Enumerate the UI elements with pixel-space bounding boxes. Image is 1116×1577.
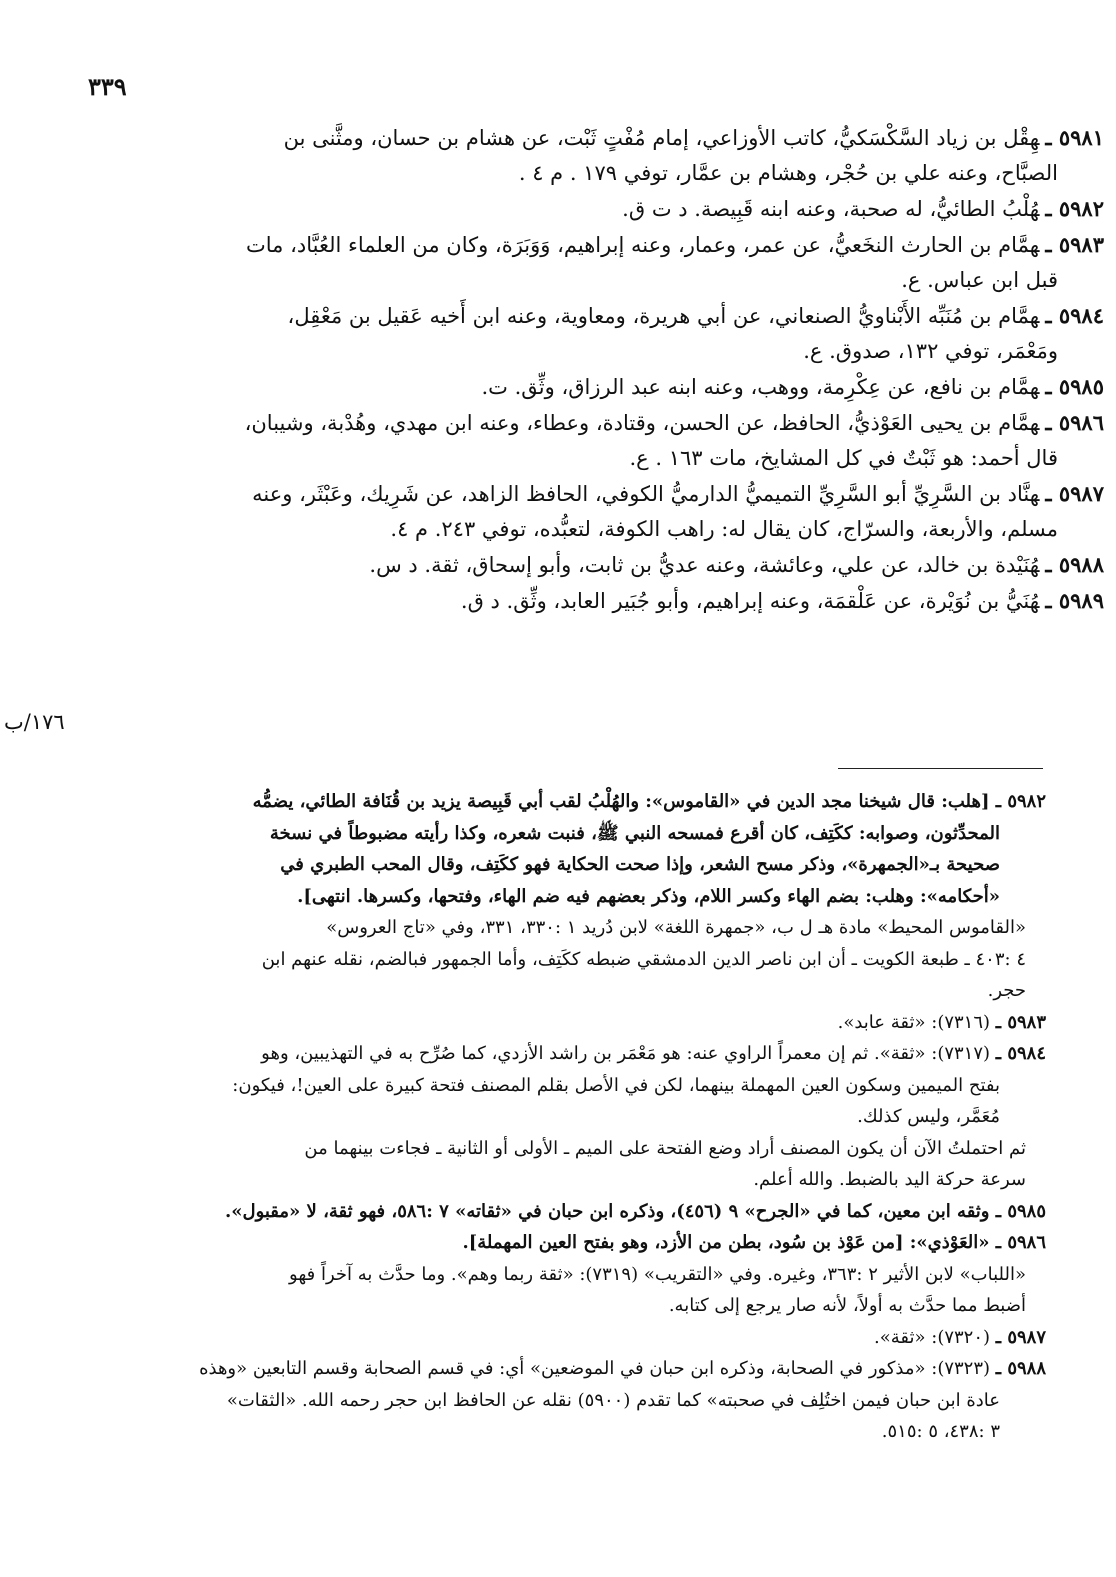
footnote-line: ٤ :٤٠٣ ـ طبعة الكويت ـ أن ابن ناصر الدين الدمشقي ضبطه ككَتِف، وأما الجمهور فبالضم، نقله عنهم ابن xyxy=(261,948,1026,970)
entry-text: هُنَيُّ بن نُوَيْرة، عن عَلْقمَة، وعنه إبراهيم، وأبو جُبَير العابد، وثِّق. د ق. xyxy=(460,589,1040,613)
footnote-9 xyxy=(78,1322,1046,1354)
entry-number: ٥٩٨٣ ـ xyxy=(1045,232,1104,257)
entry-3 xyxy=(84,227,1104,298)
entry-number: ٥٩٨٦ ـ xyxy=(1045,410,1104,435)
footnote-number: ٥٩٨٦ ـ xyxy=(995,1232,1046,1253)
footnote-line: مُعَمَّر، وليس كذلك. xyxy=(857,1106,1000,1127)
footnote-line: سرعة حركة اليد بالضبط. والله أعلم. xyxy=(753,1169,1026,1190)
footnote-number: ٥٩٨٧ ـ xyxy=(995,1326,1046,1348)
entry-text: همَّام بن مُنَبِّه الأَبْناويُّ الصنعاني، عن أبي هريرة، ومعاوية، وعنه ابن أَخيه عَقيل بن مَعْقِل، xyxy=(287,304,1040,328)
footnote-number: ٥٩٨٢ ـ xyxy=(995,791,1046,812)
footnote-line: المحدِّثون، وصوابه: ككَتِف، كان أقرع فمسحه النبي ﷺ، فنبت شعره، وكذا رأيته مضبوطاً في نسخة xyxy=(269,822,1000,844)
footnote-line: (٧٣١٦): «ثقة عابد». xyxy=(837,1011,991,1033)
footnote-line: أضبط مما حدَّث به أولاً، لأنه صار يرجع إلى كتابه. xyxy=(668,1295,1026,1316)
footnote-4 xyxy=(78,1038,1046,1133)
entry-number: ٥٩٨٧ ـ xyxy=(1045,481,1104,506)
footnote-number: ٥٩٨٥ ـ xyxy=(995,1200,1046,1222)
entry-continuation: مسلم، والأربعة، والسرّاج، كان يقال له: راهب الكوفة، لتعبُّده، توفي ٢٤٣. م ٤. xyxy=(390,517,1058,541)
footnote-10 xyxy=(78,1353,1046,1448)
footnote-line: وثقه ابن معين، كما في «الجرح» ٩ (٤٥٦)، وذكره ابن حبان في «ثقاته» ٧ :٥٨٦، فهو ثقة، لا «مقبول». xyxy=(224,1200,990,1222)
footnote-separator xyxy=(838,768,1043,769)
footnote-number: ٥٩٨٤ ـ xyxy=(995,1043,1046,1064)
entry-9 xyxy=(84,583,1104,619)
footnote-5 xyxy=(78,1133,1046,1196)
footnote-line: «اللباب» لابن الأثير ٢ :٣٦٣، وغيره. وفي «التقريب» (٧٣١٩): «ثقة ربما وهم». وما حدَّث به آخراً فهو xyxy=(289,1263,1026,1285)
footnote-line: صحيحة بـ«الجمهرة»، وذكر مسح الشعر، وإذا صحت الحكاية فهو ككَتِف، وقال المحب الطبري في xyxy=(280,854,1000,875)
entry-1 xyxy=(84,120,1104,191)
entry-text: هُلْبُ الطائيُّ، له صحبة، وعنه ابنه قَبِيصة. د ت ق. xyxy=(622,197,1040,221)
entry-6 xyxy=(84,405,1104,476)
entry-text: همَّام بن الحارث النخَعيُّ، عن عمر، وعمار، وعنه إبراهيم، وَوَبَرَة، وكان من العلماء العُبَّاد، مات xyxy=(245,233,1040,257)
footnote-line: «العَوْذي»: [من عَوْذ بن سُود، بطن من الأزد، وهو بفتح العين المهملة]. xyxy=(462,1232,990,1253)
entry-number: ٥٩٨٥ ـ xyxy=(1045,374,1104,399)
footnote-2 xyxy=(78,912,1046,1007)
footnote-line: (٧٣٢٣): «مذكور في الصحابة، وذكره ابن حبان في الموضعين» أي: في قسم الصحابة وقسم التابعين «وهذه xyxy=(199,1358,991,1379)
footnote-3 xyxy=(78,1007,1046,1039)
footnote-line: [هلب: قال شيخنا مجد الدين في «القاموس»: والهُلْبُ لقب أبي قَبِيصة يزيد بن قُنَافة الطائي، يضمُّه xyxy=(252,791,990,812)
footnotes xyxy=(78,786,1046,1448)
footnote-7 xyxy=(78,1227,1046,1259)
entry-continuation: الصبَّاح، وعنه علي بن حُجْر، وهشام بن عمَّار، توفي ١٧٩ . م ٤ . xyxy=(518,161,1058,185)
entry-number: ٥٩٨٩ ـ xyxy=(1045,588,1104,613)
entry-text: همَّام بن نافع، عن عِكْرِمة، ووهب، وعنه ابنه عبد الرزاق، وثِّق. ت. xyxy=(481,375,1040,399)
entry-8 xyxy=(84,547,1104,583)
entry-2 xyxy=(84,191,1104,227)
footnote-line: ثم احتملتُ الآن أن يكون المصنف أراد وضع الفتحة على الميم ـ الأولى أو الثانية ـ فجاءت بينهما من xyxy=(304,1137,1026,1159)
entry-5 xyxy=(84,369,1104,405)
entry-continuation: ومَعْمَر، توفي ١٣٢، صدوق. ع. xyxy=(803,339,1058,363)
footnote-line: حجر. xyxy=(987,980,1026,1001)
entry-continuation: قبل ابن عباس. ع. xyxy=(901,268,1058,292)
footnote-line: عادة ابن حبان فيمن اختُلِف في صحبته» كما تقدم (٥٩٠٠) نقله عن الحافظ ابن حجر رحمه الله. «الثقات» xyxy=(226,1389,1000,1411)
entry-continuation: قال أحمد: هو ثَبْتٌ في كل المشايخ، مات ١٦٣ . ع. xyxy=(629,446,1058,470)
entry-4 xyxy=(84,298,1104,369)
page-number: ٣٣٩ xyxy=(88,72,127,101)
footnote-8 xyxy=(78,1259,1046,1322)
footnote-line: بفتح الميمين وسكون العين المهملة بينهما، لكن في الأصل بقلم المصنف فتحة كبيرة على العين!، فيكون: xyxy=(232,1074,1000,1096)
biography-entries xyxy=(84,120,1104,619)
footnote-number: ٥٩٨٨ ـ xyxy=(995,1358,1046,1379)
manuscript-folio-marker: ١٧٦/ب xyxy=(4,710,65,734)
entry-text: هُنَيْدة بن خالد، عن علي، وعائشة، وعنه عديُّ بن ثابت، وأبو إسحاق، ثقة. د س. xyxy=(369,553,1040,577)
footnote-line: «أحكامه»: وهلب: بضم الهاء وكسر اللام، وذكر بعضهم فيه ضم الهاء، وفتحها، وكسرها. انتهى]. xyxy=(297,885,1000,907)
entry-number: ٥٩٨١ ـ xyxy=(1045,125,1104,150)
entry-number: ٥٩٨٨ ـ xyxy=(1045,552,1104,577)
footnote-line: «القاموس المحيط» مادة هـ ل ب، «جمهرة اللغة» لابن دُريد ١ :٣٣٠، ٣٣١، وفي «تاج العروس» xyxy=(326,917,1026,938)
footnote-line: (٧٣١٧): «ثقة». ثم إن معمراً الراوي عنه: هو مَعْمَر بن راشد الأزدي، كما صُرِّح به في التهذيبين، وهو xyxy=(261,1043,991,1064)
footnote-1 xyxy=(78,786,1046,912)
footnote-6 xyxy=(78,1196,1046,1228)
entry-text: همَّام بن يحيى العَوْذيُّ، الحافظ، عن الحسن، وقتادة، وعطاء، وعنه ابن مهدي، وهُدْبة، وشيبان، xyxy=(244,411,1040,435)
entry-number: ٥٩٨٢ ـ xyxy=(1045,196,1104,221)
entry-text: هنَّاد بن السَّرِيِّ أبو السَّرِيِّ التميميُّ الدارميُّ الكوفي، الحافظ الزاهد، عن شَرِيك، وعَبْثَر، وعنه xyxy=(252,482,1040,506)
footnote-number: ٥٩٨٣ ـ xyxy=(995,1011,1046,1033)
footnote-line: ٣ :٤٣٨، ٥ :٥١٥. xyxy=(881,1421,1000,1442)
entry-number: ٥٩٨٤ ـ xyxy=(1045,303,1104,328)
entry-text: هِقْل بن زياد السَّكْسَكيُّ، كاتب الأوزاعي، إمام مُفْتٍ ثَبْت، عن هشام بن حسان، ومثَّنى بن xyxy=(283,126,1040,150)
entry-7 xyxy=(84,476,1104,547)
footnote-line: (٧٣٢٠): «ثقة». xyxy=(874,1326,991,1348)
